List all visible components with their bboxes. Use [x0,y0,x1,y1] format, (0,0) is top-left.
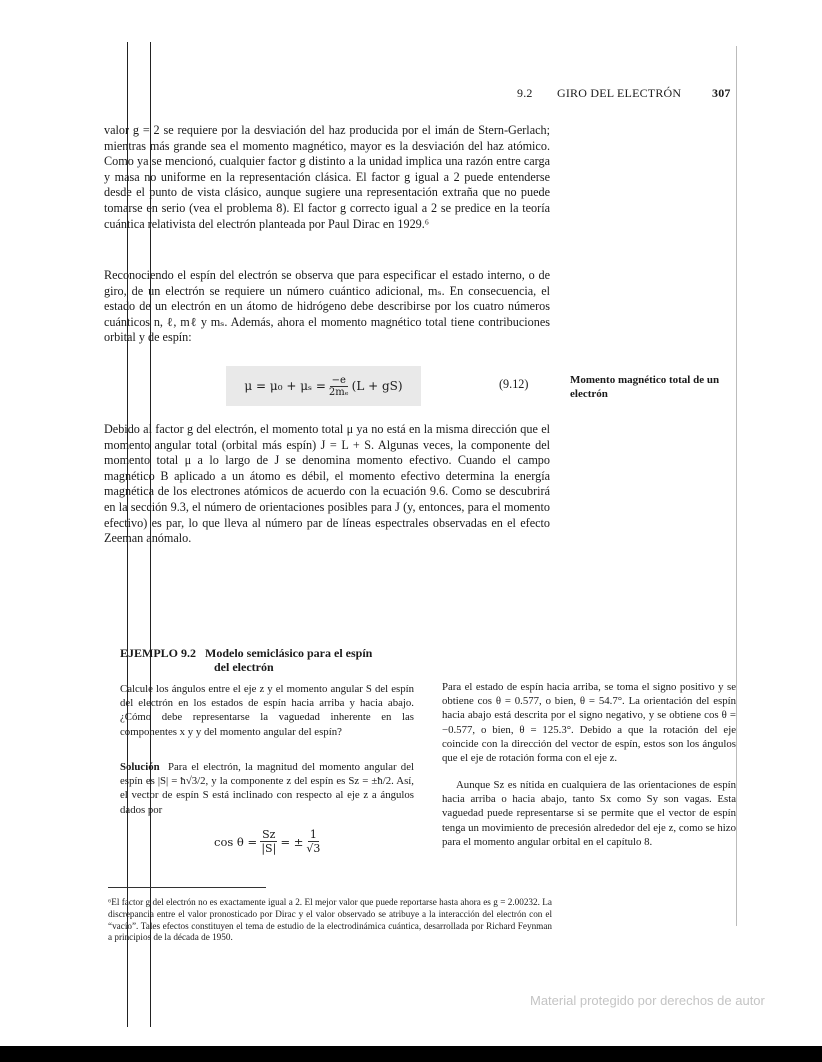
section-number: 9.2 [517,86,533,100]
bottom-bar [0,1046,822,1062]
equation-rhs: (L + gS) [351,379,403,393]
solution-text: Para el electrón, la magnitud del momento angular del espín es |S| = ħ√3/2, y la componente z del espín es Sz = ±ħ/2. Así, el vector de espín S está inclinado con respecto al eje z a ángulos dados por [120,761,414,816]
paragraph-1: valor g = 2 se requiere por la desviación del haz producida por el imán de Stern-Gerlach; mientras más grande sea el momento magnético, mayor es la desviación del haz atómico. Como ya se mencionó, cualquier factor g distinto a la unidad implica una razón entre carga y masa no uniforme en la representación clásica. El factor g igual a 2 puede entenderse desde el punto de vista clásico, aunque sugiere una representación extraña que no puede tomarse en serio (vea el problema 8). El factor g correcto igual a 2 se predice en la teoría cuántica relativista del electrón planteada por Paul Dirac en 1929.⁶ [104,123,550,231]
section-title: GIRO DEL ELECTRÓN [557,86,682,100]
paragraph-3: Debido al factor g del electrón, el momento total μ ya no está en la misma dirección que el momento angular total (orbital más espín) J = L + S. Algunas veces, la componente del momento total μ a lo largo de J se denomina momento efectivo. Cuando el campo magnético B aplicado a un átomo es débil, el momento efectivo determina la energía magnética de los electrones atómicos de acuerdo con la ecuación 9.6. Como se descubrirá en la sección 9.3, el número de orientaciones posibles para J (y, entonces, para el momento efectivo) es par, lo que lleva al número par de líneas espectrales observadas en el efecto Zeeman anómalo. [104,422,550,546]
copyright-watermark: Material protegido por derechos de autor [530,993,765,1008]
footnote-rule [108,887,266,888]
equation-fraction [329,375,349,398]
formula-num-2: 1 [309,828,317,841]
example-right-column-2: Aunque Sz es nítida en cualquiera de las orientaciones de espín hacia arriba o hacia abajo, tanto Sx como Sy son vagas. Esta vaguedad puede representarse si se permite que el vector de espín tenga un movimiento de precesión alrededor del eje z, como se hizo para el momento angular orbital en el capítulo 8. [442,779,736,848]
example-title-line-1: Modelo semiclásico para el espín [205,646,373,660]
formula-den-1: |S| [261,842,277,855]
example-right-column: Para el estado de espín hacia arriba, se toma el signo positivo y se obtiene cos θ = 0.577, o bien, θ = 54.7°. La orientación del espín hacia abajo está descrita por el signo negativo, y se obtiene cos θ = −0.577, o bien, θ = 125.3°. Debido a que la rotación del eje coincide con la dirección del vector de espín, estos son los ángulos que el eje de rotación forma con el eje z. [442,681,736,765]
example-solution [120,760,414,817]
formula-fraction-2 [306,828,320,855]
equation-numerator: −e [331,374,346,386]
formula-den-2: √3 [306,842,321,855]
formula-num-1: Sz [262,828,276,841]
example-question: Calcule los ángulos entre el eje z y el momento angular S del espín del electrón en los estados de espín hacia arriba y hacia abajo. ¿Cómo debe representarse la vaguedad inherente en las componentes x y y del momento angular del espín? [120,683,414,738]
solution-label: Solución [120,761,160,773]
example-label: EJEMPLO 9.2 [120,646,197,660]
example-heading [120,646,372,674]
page-number: 307 [712,86,731,100]
equation-number: (9.12) [499,377,529,391]
equation-lhs: μ = μ₀ + μₛ = [244,379,326,393]
margin-note: Momento magnético total de un electrón [570,374,720,400]
example-title-line-2: del electrón [214,660,274,674]
formula-mid: = ± [280,834,304,849]
page-edge-line [736,46,737,926]
cos-theta-formula [214,828,323,855]
footnote: ⁶El factor g del electrón no es exactamente igual a 2. El mejor valor que puede reportarse hasta ahora es g = 2.00232. La discrepancia entre el valor pronosticado por Dirac y el valor observado se atribuye a la interacción del electrón con el “vacío”. Tales efectos constituyen el tema de estudio de la electrodinámica cuántica, desarrollada por Richard Feynman a principios de la década de 1950. [108,897,552,943]
paragraph-2: Reconociendo el espín del electrón se observa que para especificar el estado interno, o de giro, de un electrón se requiere un número cuántico adicional, mₛ. En consecuencia, el estado de un electrón en un átomo de hidrógeno debe describirse por los cuatro números cuánticos n, ℓ, mℓ y mₛ. Además, ahora el momento magnético total tiene contribuciones orbital y de espín: [104,268,550,345]
formula-fraction-1 [260,828,277,855]
equation-9-12 [226,366,421,406]
formula-lhs: cos θ = [214,834,258,849]
equation-denominator: 2mₑ [328,386,349,398]
